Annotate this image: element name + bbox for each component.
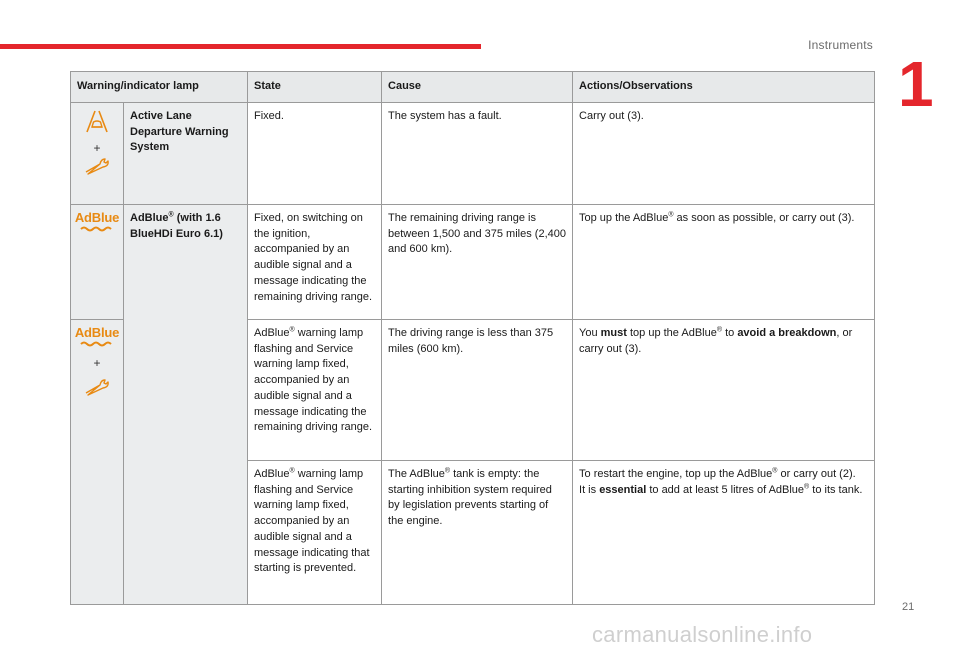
action-cell <box>573 320 875 461</box>
registered-mark: ® <box>716 326 723 334</box>
service-wrench-icon <box>84 378 110 402</box>
adblue-icon-label: AdBlue <box>74 210 120 225</box>
lamp-icon-cell <box>71 103 124 205</box>
table-header-row <box>71 72 875 103</box>
registered-mark: ® <box>444 467 451 475</box>
section-title: Instruments <box>808 38 873 52</box>
action-text: to its tank. <box>809 483 863 496</box>
service-wrench-icon <box>84 157 110 181</box>
action-cell <box>573 103 875 205</box>
registered-mark: ® <box>289 467 295 475</box>
action-text: Top up the AdBlue <box>579 212 669 224</box>
state-text: warning lamp flashing and Service warning lamp fixed, accompanied by an audible signal and a message indicating that starting is prevented. <box>254 468 370 575</box>
warning-lamp-table <box>70 71 875 605</box>
cause-text: The driving range is less than 375 miles (600 km). <box>388 327 554 355</box>
state-text: AdBlue <box>254 327 290 339</box>
lane-departure-warning-icon <box>84 109 110 139</box>
action-text: to <box>722 327 738 339</box>
adblue-icon <box>75 326 119 348</box>
state-cell <box>248 103 382 205</box>
adblue-icon <box>74 210 120 233</box>
column-header-actions: Actions/Observations <box>573 72 875 103</box>
plus-sign: + <box>93 140 101 155</box>
emphasis-text: essential <box>599 483 647 496</box>
registered-mark: ® <box>804 483 810 491</box>
state-text: Fixed. <box>254 110 284 122</box>
action-text: as soon as possible, or carry out (3). <box>673 212 855 224</box>
state-text: AdBlue <box>254 468 290 480</box>
action-cell <box>573 461 875 605</box>
lamp-icon-cell <box>71 205 124 320</box>
cause-text: The system has a fault. <box>388 110 502 122</box>
table-row <box>71 205 875 320</box>
action-text: To restart the engine, top up the AdBlue <box>579 468 773 480</box>
state-text: Fixed, on switching on the ignition, accompanied by an audible signal and a message indicating the remaining driving range. <box>254 212 373 303</box>
column-header-state: State <box>248 72 382 103</box>
cause-cell <box>382 205 573 320</box>
action-text: Carry out (3). <box>579 110 644 122</box>
action-text: , or carry out (3). <box>579 327 853 355</box>
action-text: It is <box>579 483 600 496</box>
column-header-cause: Cause <box>382 72 573 103</box>
chapter-number: 1 <box>898 48 934 120</box>
action-cell <box>573 205 875 320</box>
action-text: You <box>579 327 601 339</box>
header-accent-bar <box>0 44 481 49</box>
action-text: or carry out (2). <box>777 468 856 480</box>
state-cell <box>248 205 382 320</box>
lamp-name-suffix: (with 1.6 BlueHDi Euro 6.1) <box>130 212 223 240</box>
action-text: to add at least 5 litres of AdBlue <box>646 483 805 496</box>
adblue-icon-label: AdBlue <box>74 325 120 340</box>
lamp-name-cell <box>124 103 248 205</box>
registered-mark: ® <box>168 211 174 219</box>
lamp-name: AdBlue <box>130 212 169 224</box>
page-number: 21 <box>902 601 915 613</box>
lamp-name-cell <box>124 205 248 605</box>
action-text: top up the AdBlue <box>626 327 717 339</box>
plus-sign: + <box>93 356 101 370</box>
lamp-icon-cell <box>71 320 124 605</box>
emphasis-text: avoid a breakdown <box>737 327 837 339</box>
registered-mark: ® <box>668 211 674 219</box>
cause-text: The remaining driving range is between 1,500 and 375 miles (2,400 and 600 km). <box>388 212 566 256</box>
cause-cell <box>382 320 573 461</box>
cause-cell <box>382 461 573 605</box>
cause-text: The AdBlue <box>388 468 445 480</box>
table-row <box>71 103 875 205</box>
emphasis-text: must <box>600 327 627 339</box>
state-cell <box>248 461 382 605</box>
cause-text: tank is empty: the starting inhibition system required by legislation prevents starting of the engine. <box>388 468 552 528</box>
state-cell <box>248 320 382 461</box>
registered-mark: ® <box>289 326 295 334</box>
column-header-lamp: Warning/indicator lamp <box>71 72 248 103</box>
watermark: carmanualsonline.info <box>592 622 813 647</box>
state-text: warning lamp flashing and Service warning lamp fixed, accompanied by an audible signal and a message indicating the remaining driving range. <box>254 327 373 434</box>
registered-mark: ® <box>772 467 778 475</box>
lamp-name: Active Lane Departure Warning System <box>130 110 229 154</box>
cause-cell <box>382 103 573 205</box>
